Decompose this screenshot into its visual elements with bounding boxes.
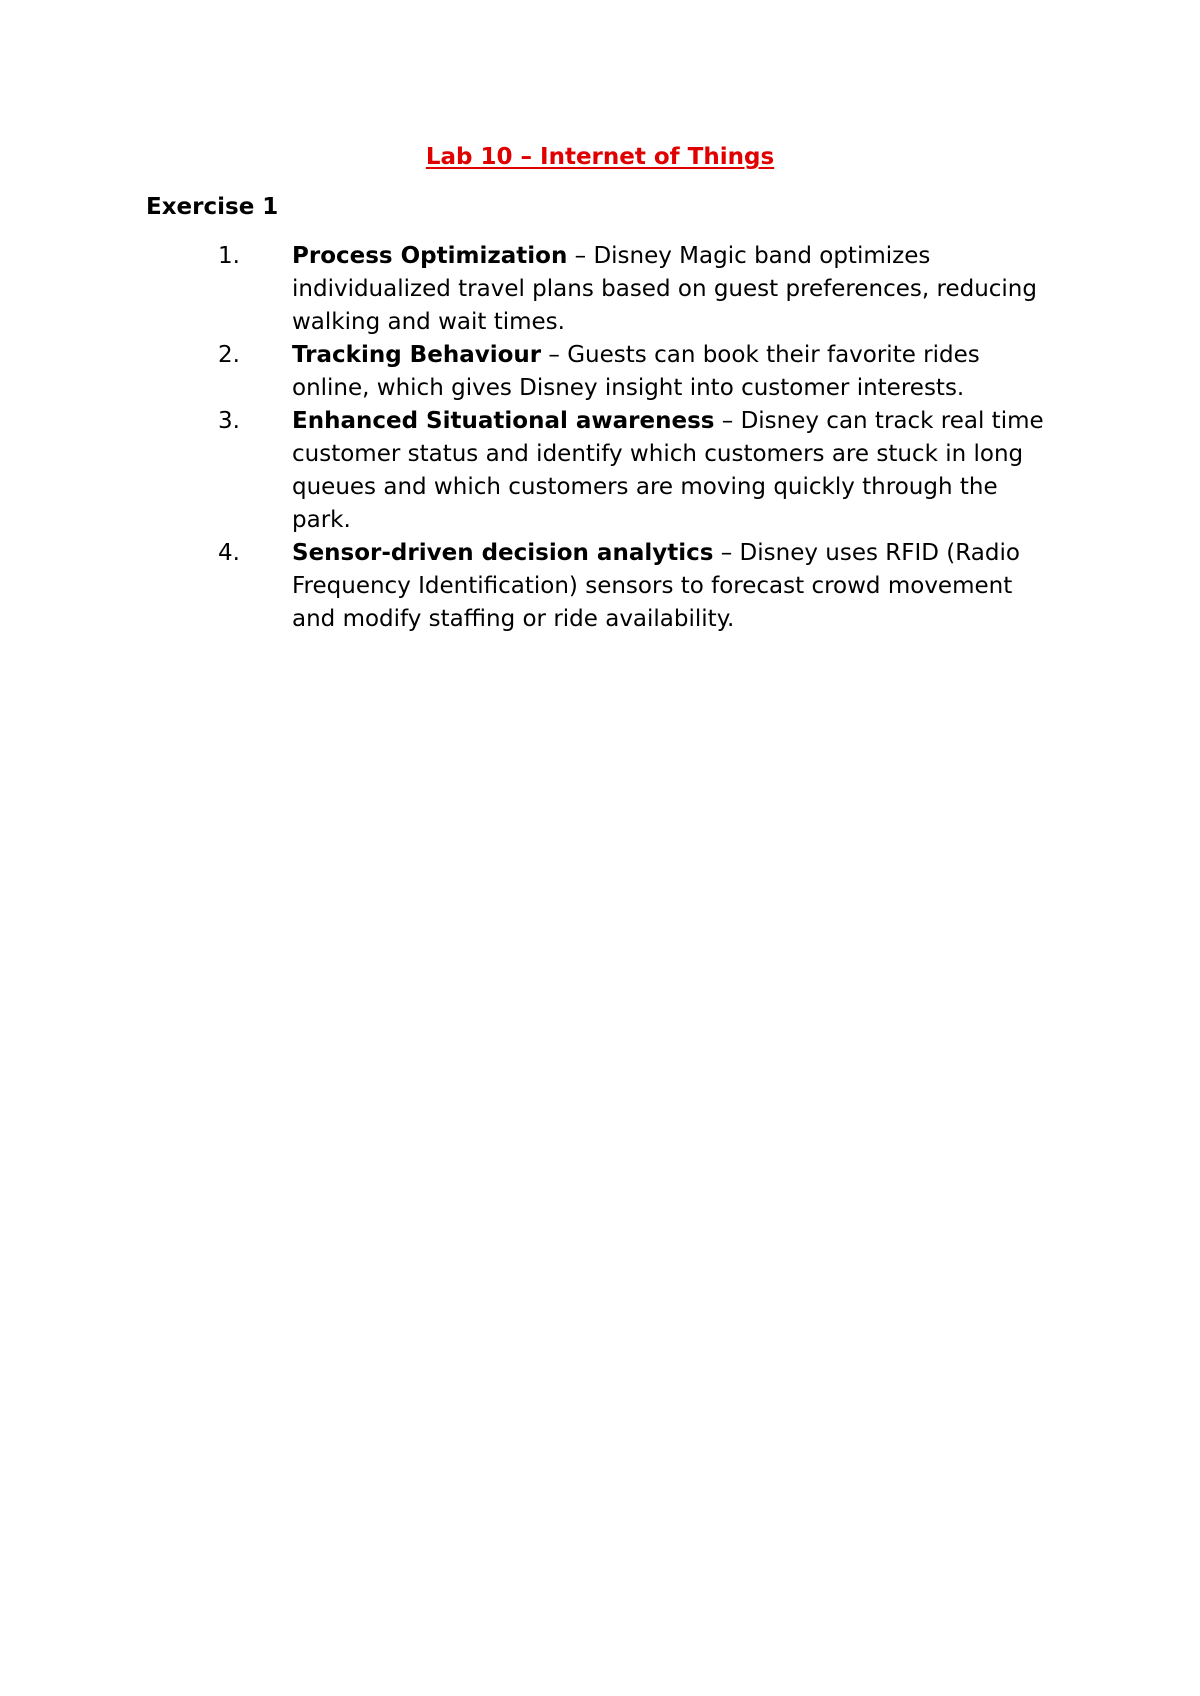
list-item-description: – Disney can track real time customer status and identify which customers are stuck in long queues and which customers are moving quickly through the park.	[292, 408, 1044, 533]
list-item-description: – Disney Magic band optimizes individualized travel plans based on guest preferences, reducing walking and wait times.	[292, 243, 1037, 335]
list-item-number: 2.	[218, 342, 240, 368]
list-item-term: Sensor-driven decision analytics	[292, 540, 714, 566]
list-item-term: Tracking Behaviour	[292, 342, 542, 368]
document-title: Lab 10 – Internet of Things	[425, 144, 775, 170]
list-item-term: Enhanced Situational awareness	[292, 408, 715, 434]
list-item-number: 1.	[218, 243, 240, 269]
list-item-number: 3.	[218, 408, 240, 434]
list-item	[146, 240, 1046, 339]
numbered-list	[146, 240, 1046, 636]
list-item-term: Process Optimization	[292, 243, 568, 269]
list-item-description: – Guests can book their favorite rides online, which gives Disney insight into customer interests.	[292, 342, 980, 401]
list-item-description: – Disney uses RFID (Radio Frequency Identification) sensors to forecast crowd movement and modify staffing or ride availability.	[292, 540, 1020, 632]
list-item	[146, 339, 1046, 405]
exercise-heading: Exercise 1	[146, 194, 279, 220]
list-item	[146, 537, 1046, 636]
list-item	[146, 405, 1046, 537]
list-item-number: 4.	[218, 540, 240, 566]
